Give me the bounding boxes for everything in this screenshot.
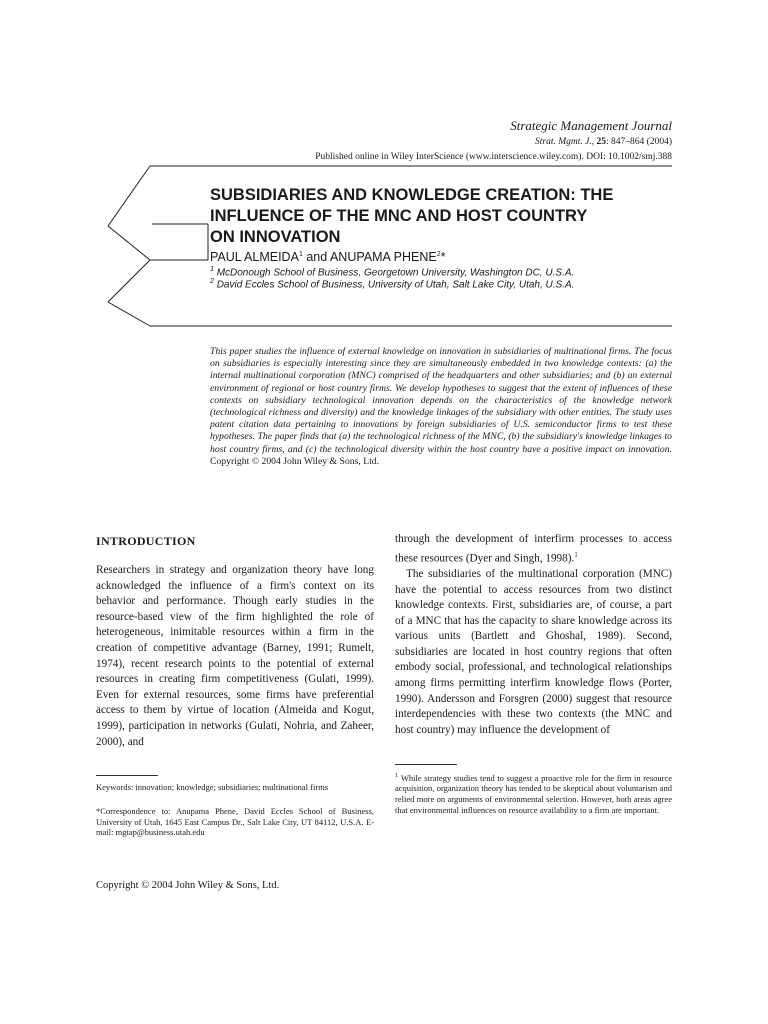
abstract-text: This paper studies the influence of external knowledge on innovation in subsidiaries of multinational firms. The focus on subsidiaries is especially interesting since they are simultaneously embedded in two knowledge contexts: (a) the internal multinational corporation (MNC) comprised of the headquarters and other subsidiaries; and (b) an external environment of regional or host country firms. We develop hypotheses to suggest that the extent of influences of these contexts on subsidiary technological innovation depends on the characteristics of the knowledge network (technological richness and diversity) and the knowledge linkages of the subsidiary with other entities. The study uses patent citation data pertaining to innovations by foreign subsidiaries of U.S. semiconductor firms to test these hypotheses. The paper finds that (a) the technological richness of the MNC, (b) the subsidiary's knowledge linkages to host country firms, and (c) the technological diversity within the host country have a positive impact on innovation. bbox=[210, 346, 672, 455]
footnote-1-marker: 1 bbox=[574, 550, 578, 559]
affiliation-1-mark: 1 bbox=[210, 266, 214, 273]
footnote-1-mark: 1 bbox=[395, 772, 399, 779]
journal-name: Strategic Management Journal bbox=[510, 118, 672, 133]
affiliation-2-text: David Eccles School of Business, University of Utah, Salt Lake City, Utah, U.S.A. bbox=[216, 279, 575, 291]
affiliation-1-text: McDonough School of Business, Georgetown University, Washington DC, U.S.A. bbox=[216, 267, 575, 279]
citation-prefix: Strat. Mgmt. J., bbox=[535, 137, 595, 147]
affiliation-2 bbox=[210, 278, 680, 290]
author-2: ANUPAMA PHENE bbox=[329, 250, 437, 264]
intro-right-paragraph-2: The subsidiaries of the multinational corporation (MNC) have the potential to access resources from two distinct knowledge contexts. First, subsidiaries are, of course, a part of a MNC that has the capacity to share knowledge across its various units (Bartlett and Ghoshal, 1989). Second, subsidiaries are located in host country regions that often embody social, professional, and technological relationships among firms permitting interfirm knowledge flows (Porter, 1990). Andersson and Forsgren (2000) suggest that resource interdependencies with these two contexts (the MNC and host country) may influence the development of bbox=[395, 567, 672, 736]
correspondence-footnote: *Correspondence to: Anupama Phene, David Eccles School of Business, University of Utah, 1645 East Campus Dr., Salt Lake City, UT 84112, U.S.A. E-mail: mgtap@business.utah.edu bbox=[96, 806, 374, 838]
footnote-1-text: While strategy studies tend to suggest a proactive role for the firm in resource acquisition, organization theory has tended to be skeptical about voluntarism and relied more on arguments of environmental selection. However, both areas agree that environmental influences on resource availability to a firm are important. bbox=[395, 772, 673, 815]
affiliation-1 bbox=[210, 266, 680, 278]
author-list bbox=[210, 250, 680, 264]
citation-volume: 25 bbox=[596, 137, 607, 147]
published-online-line: Published online in Wiley InterScience (www.interscience.wiley.com). DOI: 10.1002/smj.388 bbox=[315, 152, 672, 162]
section-heading-introduction: INTRODUCTION bbox=[96, 534, 196, 548]
author-and: and bbox=[302, 250, 330, 264]
corresponding-star: * bbox=[440, 250, 446, 264]
intro-right-paragraph-1 bbox=[395, 532, 672, 567]
intro-left-paragraph: Researchers in strategy and organization theory have long acknowledged the influence of a firm's context on its behavior and performance. Though early studies in the resource-based view of the firm highlighted the role of heterogeneous, inimitable resources within a firm in the creation of competitive advantage (Barney, 1991; Rumelt, 1974), recent research points to the potential of external resources in creating firm competitiveness (Gulati, 1999). Even for external resources, some firms have preferential access to them by virtue of location (Almeida and Kogut, 1999), participation in networks (Gulati, Nohria, and Zaheer, 2000), and bbox=[96, 564, 374, 748]
abstract-copyright: Copyright © 2004 John Wiley & Sons, Ltd. bbox=[210, 455, 380, 467]
right-paragraph-1-text: through the development of interfirm processes to access these resources (Dyer and Singh, 1998). bbox=[395, 533, 672, 565]
title-line-3: ON INNOVATION bbox=[210, 228, 341, 246]
title-line-2: INFLUENCE OF THE MNC AND HOST COUNTRY bbox=[210, 207, 588, 225]
affiliation-2-mark: 2 bbox=[210, 278, 214, 285]
keywords-footnote: Keywords: innovation; knowledge; subsidiaries; multinational firms bbox=[96, 782, 329, 792]
footnote-rule-right bbox=[395, 764, 457, 765]
abstract bbox=[210, 346, 672, 468]
footer-copyright: Copyright © 2004 John Wiley & Sons, Ltd. bbox=[96, 880, 280, 891]
author-1: PAUL ALMEIDA bbox=[210, 250, 299, 264]
citation-pages: : 847–864 (2004) bbox=[606, 137, 672, 147]
author-2-affil-mark: 2 bbox=[436, 250, 441, 258]
intro-right-column bbox=[395, 532, 672, 738]
footnote-1 bbox=[395, 771, 672, 815]
paper-title bbox=[210, 185, 680, 248]
footnote-rule-left bbox=[96, 775, 158, 776]
author-1-affil-mark: 1 bbox=[298, 250, 303, 258]
title-line-1: SUBSIDIARIES AND KNOWLEDGE CREATION: THE bbox=[210, 186, 614, 204]
